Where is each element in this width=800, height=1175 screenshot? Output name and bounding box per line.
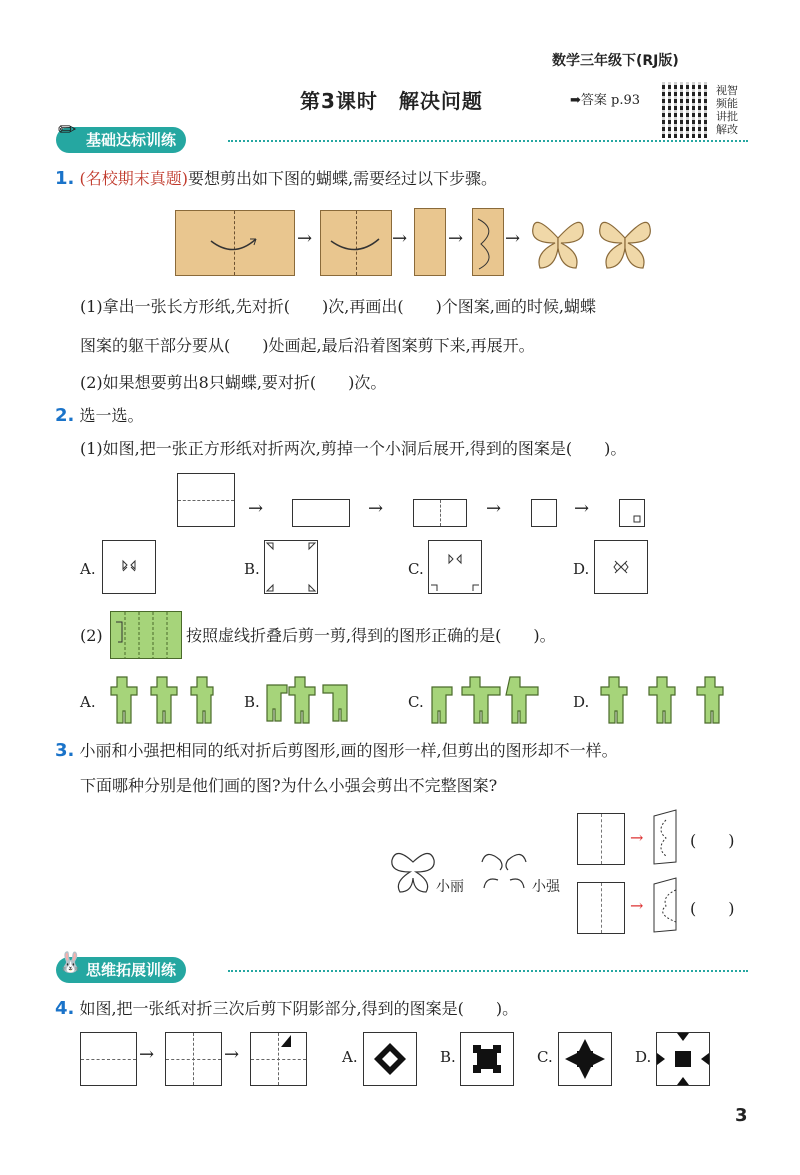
step-arrow: → xyxy=(574,498,590,519)
paper-step-2 xyxy=(320,210,392,276)
label-xiaoli: 小丽 xyxy=(436,879,464,895)
option-a-label[interactable]: A. xyxy=(80,560,96,578)
butterfly-xiaoli-icon xyxy=(388,848,438,896)
option-c-label[interactable]: C. xyxy=(408,693,424,711)
q2-part-1: (1)如图,把一张正方形纸对折两次,剪掉一个小洞后展开,得到的图案是( )。 xyxy=(80,439,627,458)
q1-part-1-line-a: (1)拿出一张长方形纸,先对折( )次,再画出( )个图案,画的时候,蝴蝶 xyxy=(80,297,596,316)
option-d-label[interactable]: D. xyxy=(573,560,590,578)
option-d-people-icon[interactable] xyxy=(597,675,737,725)
step-arrow: → xyxy=(505,228,521,249)
question-4-stem: 4. 如图,把一张纸对折三次后剪下阴影部分,得到的图案是( )。 xyxy=(55,998,519,1019)
question-3-line-2: 下面哪种分别是他们画的图?为什么小强会剪出不完整图案? xyxy=(80,776,498,795)
option-b-label[interactable]: B. xyxy=(244,693,260,711)
folded-cut-top-icon xyxy=(652,808,680,866)
option-a-label[interactable]: A. xyxy=(80,693,96,711)
red-arrow-icon: → xyxy=(630,896,644,915)
question-2-stem: 2. 选一选。 xyxy=(55,405,144,426)
question-number: 2. xyxy=(55,405,75,426)
q2-part-2-prefix: (2) xyxy=(80,626,103,645)
answer-blank-bottom[interactable]: ( ) xyxy=(690,899,735,918)
paper-step-4 xyxy=(472,208,504,276)
option-b-pattern[interactable] xyxy=(460,1032,514,1086)
paper-fold-top xyxy=(577,813,625,865)
paper-step-a xyxy=(80,1032,137,1086)
option-a-figure[interactable] xyxy=(102,540,156,594)
paper-step-c xyxy=(250,1032,307,1086)
option-a-label[interactable]: A. xyxy=(342,1048,358,1066)
q1-part-2: (2)如果想要剪出8只蝴蝶,要对折( )次。 xyxy=(80,373,387,392)
answer-blank-top[interactable]: ( ) xyxy=(690,831,735,850)
folded-half-dashed xyxy=(413,499,467,527)
question-number: 4. xyxy=(55,998,75,1019)
option-c-people-icon[interactable] xyxy=(430,675,540,725)
option-c-pattern[interactable] xyxy=(558,1032,612,1086)
section-title-basic: 基础达标训练 xyxy=(56,127,186,153)
step-arrow: → xyxy=(297,228,313,249)
folded-half xyxy=(292,499,350,527)
red-arrow-icon: → xyxy=(630,828,644,847)
option-c-figure[interactable] xyxy=(428,540,482,594)
step-arrow: → xyxy=(139,1044,155,1065)
step-arrow: → xyxy=(392,228,408,249)
option-b-people-icon[interactable] xyxy=(265,675,350,725)
question-number: 1. xyxy=(55,168,75,189)
accordion-paper-icon xyxy=(110,611,182,659)
folded-cut-bottom-icon xyxy=(652,876,680,934)
option-b-label[interactable]: B. xyxy=(440,1048,456,1066)
option-c-label[interactable]: C. xyxy=(537,1048,553,1066)
option-d-label[interactable]: D. xyxy=(635,1048,652,1066)
page-number: 3 xyxy=(735,1105,748,1126)
option-d-label[interactable]: D. xyxy=(573,693,590,711)
step-arrow: → xyxy=(448,228,464,249)
option-d-figure[interactable] xyxy=(594,540,648,594)
step-arrow: → xyxy=(224,1044,240,1065)
option-d-pattern[interactable] xyxy=(656,1032,710,1086)
q1-part-1-line-b: 图案的躯干部分要从( )处画起,最后沿着图案剪下来,再展开。 xyxy=(80,336,535,355)
option-c-label[interactable]: C. xyxy=(408,560,424,578)
source-tag: (名校期末真题) xyxy=(79,169,188,188)
option-b-figure[interactable] xyxy=(264,540,318,594)
section-divider xyxy=(228,970,748,972)
q2-part-2: 按照虚线折叠后剪一剪,得到的图形正确的是( )。 xyxy=(186,626,556,645)
step-arrow: → xyxy=(486,498,502,519)
paper-step-b xyxy=(165,1032,222,1086)
option-b-label[interactable]: B. xyxy=(244,560,260,578)
folded-quarter-cut xyxy=(619,499,645,527)
folded-quarter xyxy=(531,499,557,527)
step-arrow: → xyxy=(248,498,264,519)
question-3-line-1: 3. 小丽和小强把相同的纸对折后剪图形,画的图形一样,但剪出的图形却不一样。 xyxy=(55,740,618,761)
question-1-stem: 1. (名校期末真题)要想剪出如下图的蝴蝶,需要经过以下步骤。 xyxy=(55,168,498,189)
option-a-pattern[interactable] xyxy=(363,1032,417,1086)
label-xiaoqiang: 小强 xyxy=(532,879,560,895)
question-number: 3. xyxy=(55,740,75,761)
paper-fold-bottom xyxy=(577,882,625,934)
option-a-people-icon[interactable] xyxy=(105,675,217,725)
section-divider xyxy=(228,140,748,142)
square-paper xyxy=(177,473,235,527)
section-title-extend: 思维拓展训练 xyxy=(56,957,186,983)
paper-step-3 xyxy=(414,208,446,276)
answer-reference: ➡答案 p.93 xyxy=(570,93,641,108)
rabbit-mascot-icon: 🐰 xyxy=(58,950,83,974)
pencil-mascot-icon: ✏ xyxy=(58,118,77,143)
butterfly-result-icon xyxy=(525,208,660,278)
paper-step-1 xyxy=(175,210,295,276)
qr-label: 视智频能讲批解改 xyxy=(716,84,738,136)
butterfly-xiaoqiang-icon xyxy=(478,848,530,896)
page-title: 第3课时 解决问题 xyxy=(300,89,483,113)
qr-code-icon[interactable] xyxy=(662,82,710,138)
step-arrow: → xyxy=(368,498,384,519)
book-label: 数学三年级下(RJ版) xyxy=(552,53,679,69)
